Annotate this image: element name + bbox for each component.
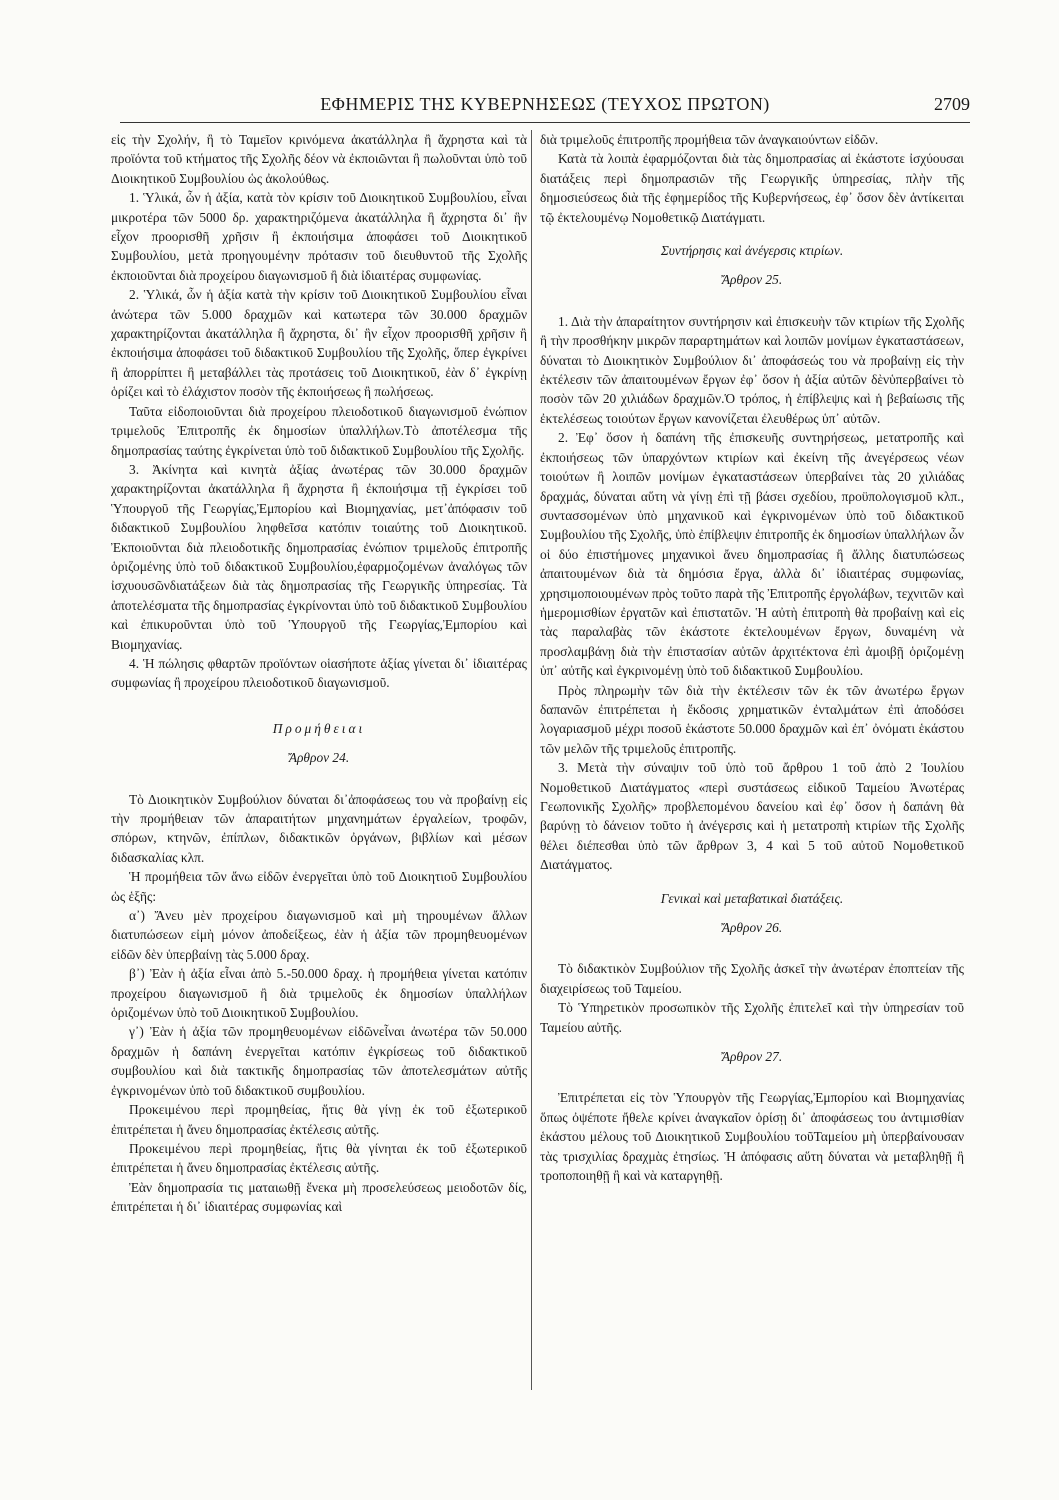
article-24-pc: γ᾽) Ἐὰν ἡ ἀξία τῶν προμηθευομένων εἰδῶνεἶναι ἀνωτέρα τῶν 50.000 δραχμῶν ἡ δαπάνη ἐνεργεῖται κατόπιν ἐγκρίσεως τοῦ διδακτικοῦ συμβουλίου καὶ διὰ τακτικῆς δημοπρασίας τῶν ἀποτελεσμάτων αὐτῆς ἐγκρινομένων ὑπὸ τοῦ διδακτικοῦ συμβουλίου.: [111, 1024, 527, 1098]
left-column: [111, 130, 527, 1460]
section-heading-general: Γενικαὶ καὶ μεταβατικαὶ διατάξεις.: [660, 890, 844, 906]
item-3: 3. Ἀκίνητα καὶ κινητὰ ἀξίας ἀνωτέρας τῶν 30.000 δραχμῶν χαρακτηρίζονται ἀκατάλληλα ἢ ἄχρηστα ἢ ἐκποιήσιμα τῇ ἐγκρίσει τοῦ Ὑπουργοῦ τῆς Γεωργίας,Ἐμπορίου καὶ Βιομηχανίας, μετ᾽ἀπόφασιν τοῦ διδακτικοῦ Συμβουλίου ληφθεῖσα κατόπιν τοιαύτης τοῦ Διοικητικοῦ. Ἐκποιοῦνται διὰ πλειοδοτικῆς δημοπρασίας ἐνώπιον τριμελοῦς ἐπιτροπῆς ὁριζομένης ὑπὸ τοῦ διδακτικοῦ Συμβουλίου,ἐφαρμοζομένων ἀναλόγως τῶν ἰσχυουσῶνδιατάξεων διὰ τὰς δημοπρασίας τῆς Γεωργικῆς ὑπηρεσίας. Τὰ ἀποτελέσματα τῆς δημοπρασίας ἐγκρίνονται ὑπὸ τοῦ διδακτικοῦ Συμβουλίου καὶ ἐπικυροῦνται ὑπὸ τοῦ Ὑπουργοῦ τῆς Γεωργίας,Ἐμπορίου καὶ Βιομηχανίας.: [111, 461, 527, 652]
article-26-p2: Τὸ Ὑπηρετικὸν προσωπικὸν τῆς Σχολῆς ἐπιτελεῖ καὶ τὴν ὑπηρεσίαν τοῦ Ταμείου αὐτῆς.: [540, 1000, 964, 1035]
article-24-p3: Προκειμένου περὶ προμηθείας, ἥτις θὰ γίνῃ ἐκ τοῦ ἐξωτερικοῦ ἐπιτρέπεται ἡ ἄνευ δημοπρασίας ἐκτέλεσις αὐτῆς.: [111, 1102, 527, 1137]
article-27-heading: Ἄρθρον 27.: [721, 1049, 783, 1065]
article-24-p5: Ἐὰν δημοπρασία τις ματαιωθῇ ἕνεκα μὴ προσελεύσεως μειοδοτῶν δίς, ἐπιτρέπεται ἡ δι᾽ ἰδιαιτέρας συμφωνίας καὶ: [111, 1179, 527, 1215]
item-2: 2. Ὑλικά, ὧν ἡ ἀξία κατὰ τὴν κρίσιν τοῦ Διοικητικοῦ Συμβουλίου εἶναι ἀνώτερα τῶν 5.000 δραχμῶν καὶ κατωτερα τῶν 30.000 δραχμῶν χαρακτηρίζονται ἀκατάλληλα ἢ ἄχρηστα, δι᾽ ἣν εἶχον προορισθῆ χρῆσιν ἢ ἐκποιήσιμα ἀποφάσει τοῦ διδακτικοῦ Συμβουλίου τῆς Σχολῆς, ὅπερ ἐγκρίνει ἢ ἀπορρίπτει ἢ μεταβάλλει τὰς προτάσεις τοῦ Διοικητικοῦ, ἐὰν δ᾽ ἐγκρίνῃ ὁρίζει καὶ τὸ ἐλάχιστον ποσὸν τῆς ἐκποιήσεως ἢ πωλήσεως.: [111, 287, 527, 400]
item-4: 4. Ἡ πώλησις φθαρτῶν προϊόντων οἱασήποτε ἀξίας γίνεται δι᾽ ἰδιαιτέρας συμφωνίας ἢ προχείρου πλειοδοτικοῦ διαγωνισμοῦ.: [111, 655, 527, 691]
right-p1: Κατὰ τὰ λοιπὰ ἐφαρμόζονται διὰ τὰς δημοπρασίας αἱ ἑκάστοτε ἰσχύουσαι διατάξεις περὶ δημοπρασιῶν τῆς Γεωργικῆς ὑπηρεσίας, πλὴν τῆς δημοσιεύσεως διὰ τῆς ἐφημερίδος τῆς Κυβερνήσεως, ἐφ᾽ ὅσον δὲν ἀντίκειται τῷ ἐκτελουμένῳ Νομοθετικῷ Διατάγματι.: [540, 151, 964, 225]
section-heading-supplies: Προμήθειαι: [272, 720, 366, 736]
article-26-p1: Τὸ διδακτικὸν Συμβούλιον τῆς Σχολῆς ἀσκεῖ τὴν ἀνωτέραν ἐποπτείαν τῆς διαχειρίσεως τοῦ Ταμείου.: [540, 961, 964, 996]
item-1: 1. Ὑλικά, ὧν ἡ ἀξία, κατὰ τὸν κρίσιν τοῦ Διοικητικοῦ Συμβουλίου, εἶναι μικροτέρα τῶν 5000 δρ. χαρακτηριζόμενα ἀκατάλληλα ἢ ἄχρηστα δι᾽ ἣν εἶχον προορισθῆ χρῆσιν ἢ ἐκποιήσιμα ἀποφάσει τοῦ Διοικητικοῦ Συμβουλίου, μετὰ προηγουμένην πρότασιν τοῦ διευθυντοῦ τῆς Σχολῆς ἐκποιοῦνται διὰ προχείρου διαγωνισμοῦ ἢ διὰ ἰδιαιτέρας συμφωνίας.: [111, 190, 527, 283]
article-24-pb: β᾽) Ἐὰν ἡ ἀξία εἶναι ἀπὸ 5.-50.000 δραχ. ἡ προμήθεια γίνεται κατόπιν προχείρου διαγωνισμοῦ ἢ διὰ τριμελοῦς ἐκ δημοσίων ὑπαλλήλων ὁριζομένων ὑπὸ τοῦ Διοικητικοῦ Συμβουλίου.: [111, 966, 527, 1021]
article-25-p2: 2. Ἐφ᾽ ὅσον ἡ δαπάνη τῆς ἐπισκευῆς συντηρήσεως, μετατροπῆς καὶ ἐκποιήσεως τῶν ὑπαρχόντων κτιρίων καὶ ἐκείνη τῆς ἀνεγέρσεως νέων τοιούτων ἢ λοιπῶν μονίμων ἐγκαταστάσεων ὑπερβαίνει τὰς 20 χιλιάδας δραχμάς, δύναται αὕτη νὰ γίνῃ ἐπὶ τῇ βάσει σχεδίου, προϋπολογισμοῦ κλπ., συντασσομένων ὑπὸ μηχανικοῦ καὶ ἐγκρινομένων ὑπὸ τοῦ διδακτικοῦ Συμβουλίου τῆς Σχολῆς, ὑπὸ ἐπίβλεψιν ἐπιτροπῆς ἐκ δημοσίων ὑπαλλήλων ὧν οἱ δύο ἐπιστήμονες μηχανικοὶ ἄνευ δημοπρασίας ἢ ἄλλης διατυπώσεως ἀπαιτουμένων διὰ τὰ δημόσια ἔργα, ἀλλὰ δι᾽ ἰδιαιτέρας συμφωνίας, χρησιμοποιουμένων πρὸς τοῦτο παρὰ τῆς Ἐπιτροπῆς ἐργολάβων, τεχνιτῶν καὶ ἡμερομισθίων ἐργατῶν καὶ ἐπιστατῶν. Ἡ αὐτὴ ἐπιτροπὴ θὰ προβαίνῃ καὶ εἰς τὰς παραλαβὰς τῶν ἑκάστοτε ἐκτελουμένων ἔργων, δυναμένη νὰ προσλαμβάνῃ διὰ τὴν ἐπιστασίαν αὐτῶν ἀρχιτέκτονα ἐπὶ ἀμοιβῇ ὁριζομένῃ ὑπ᾽ αὐτῆς καὶ ἐγκρινομένῃ ὑπὸ τοῦ διδακτικοῦ Συμβουλίου.: [540, 430, 964, 679]
article-26-heading: Ἄρθρον 26.: [721, 920, 783, 936]
article-25-p4: 3. Μετὰ τὴν σύναψιν τοῦ ὑπὸ τοῦ ἄρθρου 1 τοῦ ἀπὸ 2 Ἰουλίου Νομοθετικοῦ Διατάγματος «περὶ συστάσεως εἰδικοῦ Ταμείου Ἀνωτέρας Γεωπονικῆς Σχολῆς» προβλεπομένου δανείου καὶ ἐφ᾽ ὅσον ἡ δαπάνη θὰ βαρύνῃ τὸ δάνειον τοῦτο ἡ ἀνέγερσις καὶ ἡ μετατροπὴ κτιρίων τῆς Σχολῆς θέλει διέπεσθαι ὑπὸ τῶν ἄρθρων 3, 4 καὶ 5 τοῦ αὐτοῦ Νομοθετικοῦ Διατάγματος.: [540, 760, 964, 873]
gazette-title: ΕΦΗΜΕΡΙΣ ΤΗΣ ΚΥΒΕΡΝΗΣΕΩΣ (ΤΕΥΧΟΣ ΠΡΩΤΟΝ): [320, 94, 770, 114]
auction-paragraph: Ταῦτα εἰδοποιοῦνται διὰ προχείρου πλειοδοτικοῦ διαγωνισμοῦ ἐνώπιον τριμελοῦς Ἐπιτροπῆς ἐκ δημοσίων ὑπαλλήλων.Τὸ ἀποτέλεσμα τῆς δημοπρασίας ταύτης ἐγκρίνεται ὑπὸ τοῦ διδακτικοῦ Συμβουλίου τῆς Σχολῆς.: [111, 403, 527, 458]
article-25-heading: Ἄρθρον 25.: [721, 272, 783, 288]
article-25-p3: Πρὸς πληρωμὴν τῶν διὰ τὴν ἐκτέλεσιν τῶν ἐκ τῶν ἀνωτέρω ἔργων δαπανῶν ἐπιτρέπεται ἡ ἔκδοσις χρηματικῶν ἐνταλμάτων ἐπὶ ἀποδόσει λογαριασμοῦ μέχρι ποσοῦ ἑκάστοτε 50.000 δραχμῶν καὶ ἐπ᾽ ὀνόματι ἑκάστου τῶν μελῶν τῆς τριμελοῦς ἐπιτροπῆς.: [540, 682, 964, 756]
article-24-p4: Προκειμένου περὶ προμηθείας, ἥτις θὰ γίνηται ἐκ τοῦ ἐξωτερικοῦ ἐπιτρέπεται ἡ ἄνευ δημοπρασίας ἐκτέλεσις αὐτῆς.: [111, 1140, 527, 1176]
page-header: [120, 92, 970, 123]
page-number: 2709: [934, 94, 970, 114]
right-p0: διὰ τριμελοῦς ἐπιτροπῆς προμήθεια τῶν ἀναγκαιούντων εἰδῶν.: [540, 132, 879, 147]
article-24-p1: Τὸ Διοικητικὸν Συμβούλιον δύναται δι᾽ἀποφάσεως του νὰ προβαίνῃ εἰς τὴν προμήθειαν τῶν ἀπαραιτήτων μηχανημάτων ἐργαλείων, τροφῶν, σπόρων, κτηνῶν, ἐπίπλων, διδακτικῶν ὀργάνων, βιβλίων καὶ μέσων διδασκαλίας κλπ.: [111, 791, 527, 865]
right-column: [540, 130, 964, 1460]
intro-paragraph: εἰς τὴν Σχολήν, ἢ τὸ Ταμεῖον κρινόμενα ἀκατάλληλα ἢ ἄχρηστα καὶ τὰ προϊόντα τοῦ κτήματος τῆς Σχολῆς δέον νὰ ἐκποιῶνται ἢ πωλοῦνται ὑπὸ τοῦ Διοικητικοῦ Συμβουλίου ὡς ἀκολούθως.: [111, 132, 527, 186]
article-27-p1: Ἐπιτρέπεται εἰς τὸν Ὑπουργὸν τῆς Γεωργίας,Ἐμπορίου καὶ Βιομηχανίας ὅπως ὀψέποτε ἤθελε κρίνει ἀναγκαῖον ὁρίσῃ δι᾽ ἀποφάσεως του ἀντιμισθίαν ἑκάστου μέλους τοῦ Διοικητικοῦ Συμβουλίου τοῦΤαμείου μὴ ὑπερβαίνουσαν τὰς τρισχιλίας δραχμὰς ἐτησίως. Ἡ ἀπόφασις αὕτη δύναται νὰ μεταβληθῇ ἢ τροποποιηθῇ ἢ καὶ νὰ καταργηθῇ.: [540, 1090, 964, 1184]
article-25-p1: 1. Διὰ τὴν ἀπαραίτητον συντήρησιν καὶ ἐπισκευὴν τῶν κτιρίων τῆς Σχολῆς ἢ τὴν προσθήκην μικρῶν παραρτημάτων καὶ λοιπῶν μονίμων ἐγκαταστάσεων, δύναται τὸ Διοικητικὸν Συμβούλιον δι᾽ ἀποφάσεώς του νὰ προβαίνῃ εἰς τὴν ἐκτέλεσιν τῶν ἀπαιτουμένων ἔργων ἐφ᾽ ὅσον ἡ ἀξία αὐτῶν δὲνὑπερβαίνει τὸ ποσὸν τῶν 20 χιλιάδων δραχμῶν.Ὁ τρόπος, ἡ ἐπίβλεψις καὶ ἡ βεβαίωσις τῆς ἐκτελέσεως τοιούτων ἔργων κανονίζεται ἐλευθέρως ὑπ᾽ αὐτῶν.: [540, 313, 964, 426]
article-24-heading: Ἄρθρον 24.: [288, 750, 350, 766]
article-24-pa: α᾽) Ἄνευ μὲν προχείρου διαγωνισμοῦ καὶ μὴ τηρουμένων ἄλλων διατυπώσεων εἰμὴ μόνον ἀποδείξεως, ἐὰν ἡ ἀξία τῶν προμηθευομένων εἰδῶν δὲν ὑπερβαίνῃ τὰς 5.000 δραχ.: [111, 908, 527, 962]
section-heading-buildings: Συντήρησις καὶ ἀνέγερσις κτιρίων.: [660, 243, 844, 259]
article-24-p2: Ἡ προμήθεια τῶν ἄνω εἰδῶν ἐνεργεῖται ὑπὸ τοῦ Διοικητιοῦ Συμβουλίου ὡς ἑξῆς:: [111, 869, 527, 904]
column-divider: [531, 130, 532, 1390]
